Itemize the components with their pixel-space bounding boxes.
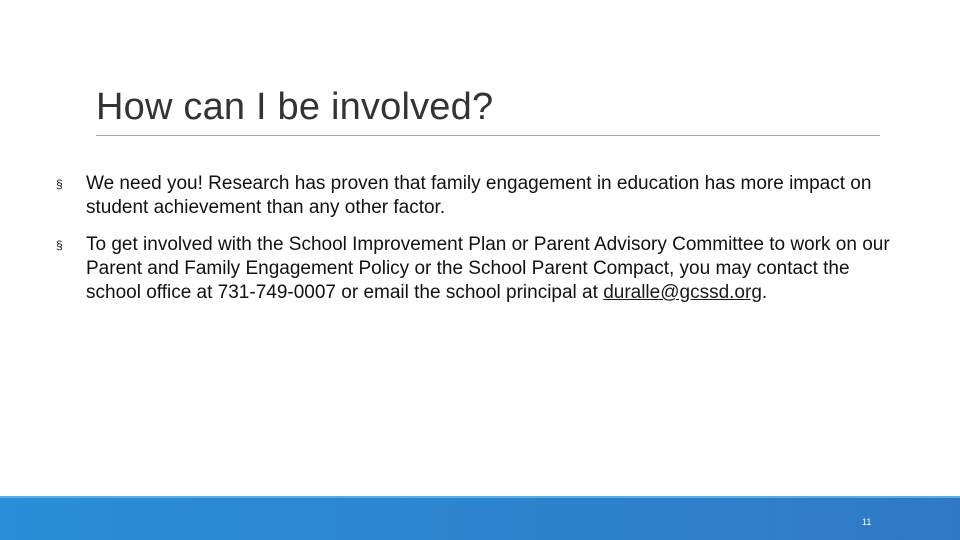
- bullet-marker-icon: §: [56, 177, 63, 191]
- bullet-text: To get involved with the School Improvement Plan or Parent Advisory Committee to work on our Parent and Family Engagement Policy or the School Parent Compact, you may contact the school office at 731-749-0007 or email the school principal at: [86, 234, 890, 303]
- slide-title: How can I be involved?: [96, 86, 494, 128]
- footer-bar: [0, 498, 960, 540]
- title-divider: [96, 135, 880, 136]
- principal-email-link[interactable]: duralle@gcssd.org: [603, 282, 762, 303]
- bullet-item-get-involved: [56, 233, 906, 305]
- bullet-marker-icon: §: [56, 238, 63, 252]
- slide-number: 11: [862, 517, 872, 527]
- bullet-item-research: [56, 172, 906, 220]
- bullet-text-end: .: [761, 282, 768, 303]
- bullet-list: [56, 172, 906, 318]
- bullet-text: We need you! Research has proven that family engagement in education has more impact on student achievement than any other factor.: [86, 173, 872, 218]
